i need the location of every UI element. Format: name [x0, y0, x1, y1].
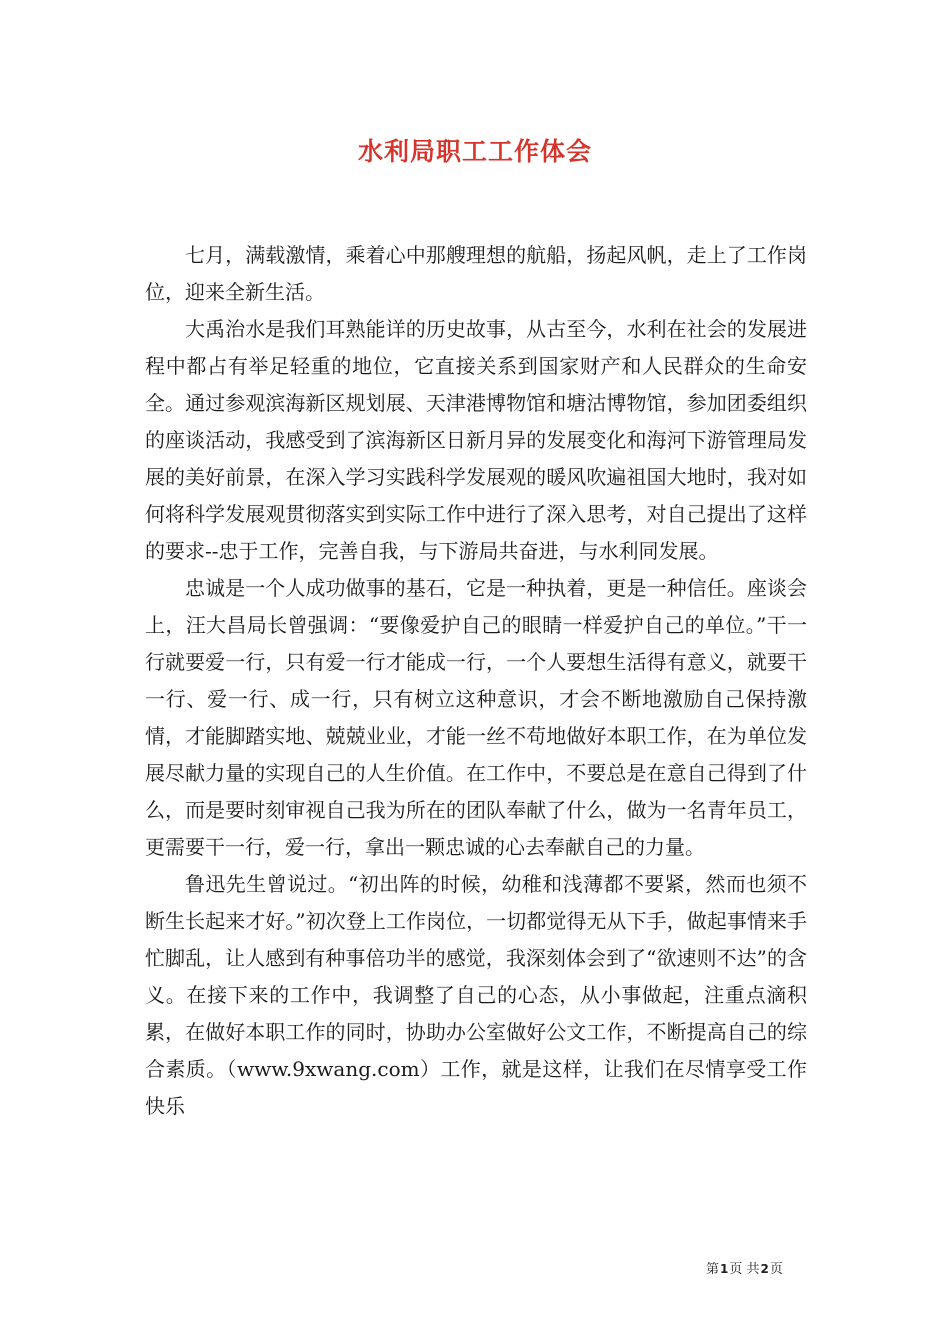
- footer-middle: 页 共: [729, 1262, 760, 1277]
- document-body: [145, 237, 807, 1125]
- total-page-count: 2: [760, 1262, 769, 1276]
- footer-suffix: 页: [769, 1262, 783, 1277]
- current-page-number: 1: [720, 1262, 729, 1276]
- paragraph-1: 七月，满载激情，乘着心中那艘理想的航船，扬起风帆，走上了工作岗位，迎来全新生活。: [145, 243, 807, 304]
- document-title: 水利局职工工作体会: [357, 137, 592, 166]
- page-number-footer: [706, 1258, 783, 1277]
- paragraph-3: 忠诚是一个人成功做事的基石，它是一种执着，更是一种信任。座谈会上，汪大昌局长曾强调：“要像爱护自己的眼睛一样爱护自己的单位。”干一行就要爱一行，只有爱一行才能成一行，一个人要想生活得有意义，就要干一行、爱一行、成一行，只有树立这种意识，才会不断地激励自己保持激情，才能脚踏实地、兢兢业业，才能一丝不苟地做好本职工作，在为单位发展尽献力量的实现自己的人生价值。在工作中，不要总是在意自己得到了什么，而是要时刻审视自己我为所在的团队奉献了什么，做为一名青年员工，更需要干一行，爱一行，拿出一颗忠诚的心去奉献自己的力量。: [145, 576, 807, 859]
- paragraph-2: 大禹治水是我们耳熟能详的历史故事，从古至今，水利在社会的发展进程中都占有举足轻重的地位，它直接关系到国家财产和人民群众的生命安全。通过参观滨海新区规划展、天津港博物馆和塘沽博物馆，参加团委组织的座谈活动，我感受到了滨海新区日新月异的发展变化和海河下游管理局发展的美好前景，在深入学习实践科学发展观的暖风吹遍祖国大地时，我对如何将科学发展观贯彻落实到实际工作中进行了深入思考，对自己提出了这样的要求--忠于工作，完善自我，与下游局共奋进，与水利同发展。: [145, 317, 807, 563]
- footer-prefix: 第: [706, 1262, 720, 1277]
- paragraph-4: 鲁迅先生曾说过。“初出阵的时候，幼稚和浅薄都不要紧，然而也须不断生长起来才好。”初次登上工作岗位，一切都觉得无从下手，做起事情来手忙脚乱，让人感到有种事倍功半的感觉，我深刻体会到了“欲速则不达”的含义。在接下来的工作中，我调整了自己的心态，从小事做起，注重点滴积累，在做好本职工作的同时，协助办公室做好公文工作，不断提高自己的综合素质。（www.9xwang.com）工作，就是这样，让我们在尽情享受工作快乐: [145, 872, 807, 1118]
